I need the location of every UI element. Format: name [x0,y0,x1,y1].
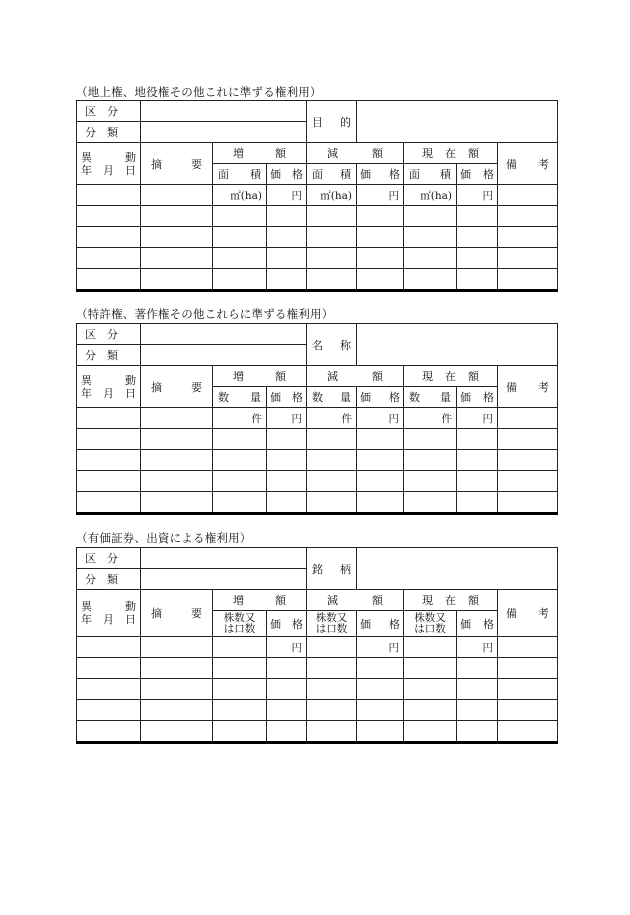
ledger-table-securities [76,547,558,744]
increase-header: 増 額 [213,143,307,164]
table-row [77,248,558,269]
quantity-subheader: 数 量 [404,387,457,408]
name-label: 名 称 [307,324,357,366]
change-date-header: 異 動 年 月 日 [77,590,141,637]
kubun-value[interactable] [141,324,307,345]
unit-count: 件 [213,408,267,429]
table-cell[interactable] [213,637,267,658]
unit-yen: 円 [457,408,498,429]
unit-yen: 円 [267,637,307,658]
table-row [77,471,558,492]
table-cell[interactable] [77,408,141,429]
area-subheader: 面 積 [404,164,457,185]
table-cell[interactable] [404,637,457,658]
table-cell[interactable] [141,637,213,658]
table-cell[interactable] [307,637,357,658]
unit-count: 件 [307,408,357,429]
price-subheader: 価 格 [357,164,404,185]
unit-count: 件 [404,408,457,429]
price-subheader: 価 格 [357,387,404,408]
current-header: 現 在 額 [404,590,498,611]
brand-label: 銘 柄 [307,548,357,590]
shares-subheader: 株数又 は口数 [213,611,267,637]
bunrui-value[interactable] [141,569,307,590]
table-cell[interactable] [141,408,213,429]
decrease-header: 減 額 [307,366,404,387]
summary-header: 摘 要 [141,366,213,408]
unit-area: ㎡(ha) [213,185,267,206]
purpose-value[interactable] [357,101,558,143]
purpose-label: 目 的 [307,101,357,143]
table-caption: （地上権、地役権その他これに準ずる権利用） [76,85,322,99]
bunrui-label: 分 類 [77,122,141,143]
change-date-header: 異 動 年 月 日 [77,366,141,408]
bunrui-value[interactable] [141,345,307,366]
table-row [77,700,558,721]
unit-yen: 円 [357,637,404,658]
table-cell[interactable] [498,637,558,658]
quantity-subheader: 数 量 [307,387,357,408]
price-subheader: 価 格 [457,164,498,185]
price-subheader: 価 格 [357,611,404,637]
kubun-label: 区 分 [77,101,141,122]
area-subheader: 面 積 [307,164,357,185]
price-subheader: 価 格 [267,164,307,185]
price-subheader: 価 格 [267,611,307,637]
price-subheader: 価 格 [457,611,498,637]
table-row [77,679,558,700]
kubun-label: 区 分 [77,324,141,345]
unit-yen: 円 [357,408,404,429]
table-row [77,227,558,248]
unit-yen: 円 [457,637,498,658]
table-row [77,269,558,291]
table-cell[interactable] [141,185,213,206]
table-cell[interactable] [498,185,558,206]
unit-area: ㎡(ha) [404,185,457,206]
brand-value[interactable] [357,548,558,590]
table-row [77,721,558,743]
summary-header: 摘 要 [141,590,213,637]
increase-header: 増 額 [213,590,307,611]
kubun-value[interactable] [141,548,307,569]
shares-subheader: 株数又 は口数 [307,611,357,637]
ledger-table-patent-rights [76,323,558,515]
unit-yen: 円 [357,185,404,206]
current-header: 現 在 額 [404,143,498,164]
price-subheader: 価 格 [457,387,498,408]
table-row [77,450,558,471]
quantity-subheader: 数 量 [213,387,267,408]
kubun-value[interactable] [141,101,307,122]
table-cell[interactable] [77,185,141,206]
remarks-header: 備 考 [498,366,558,408]
table-row [77,206,558,227]
shares-subheader: 株数又 は口数 [404,611,457,637]
bunrui-label: 分 類 [77,345,141,366]
name-value[interactable] [357,324,558,366]
table-row [77,492,558,514]
kubun-label: 区 分 [77,548,141,569]
remarks-header: 備 考 [498,143,558,185]
ledger-table-land-rights [76,100,558,292]
table-caption: （有価証券、出資による権利用） [76,531,252,545]
increase-header: 増 額 [213,366,307,387]
change-date-header: 異 動 年 月 日 [77,143,141,185]
table-row [77,429,558,450]
table-caption: （特許権、著作権その他これらに準ずる権利用） [76,307,334,321]
remarks-header: 備 考 [498,590,558,637]
price-subheader: 価 格 [267,387,307,408]
bunrui-value[interactable] [141,122,307,143]
current-header: 現 在 額 [404,366,498,387]
unit-yen: 円 [267,408,307,429]
table-row [77,658,558,679]
summary-header: 摘 要 [141,143,213,185]
unit-yen: 円 [267,185,307,206]
unit-area: ㎡(ha) [307,185,357,206]
table-cell[interactable] [77,637,141,658]
area-subheader: 面 積 [213,164,267,185]
unit-yen: 円 [457,185,498,206]
bunrui-label: 分 類 [77,569,141,590]
table-cell[interactable] [498,408,558,429]
decrease-header: 減 額 [307,143,404,164]
decrease-header: 減 額 [307,590,404,611]
